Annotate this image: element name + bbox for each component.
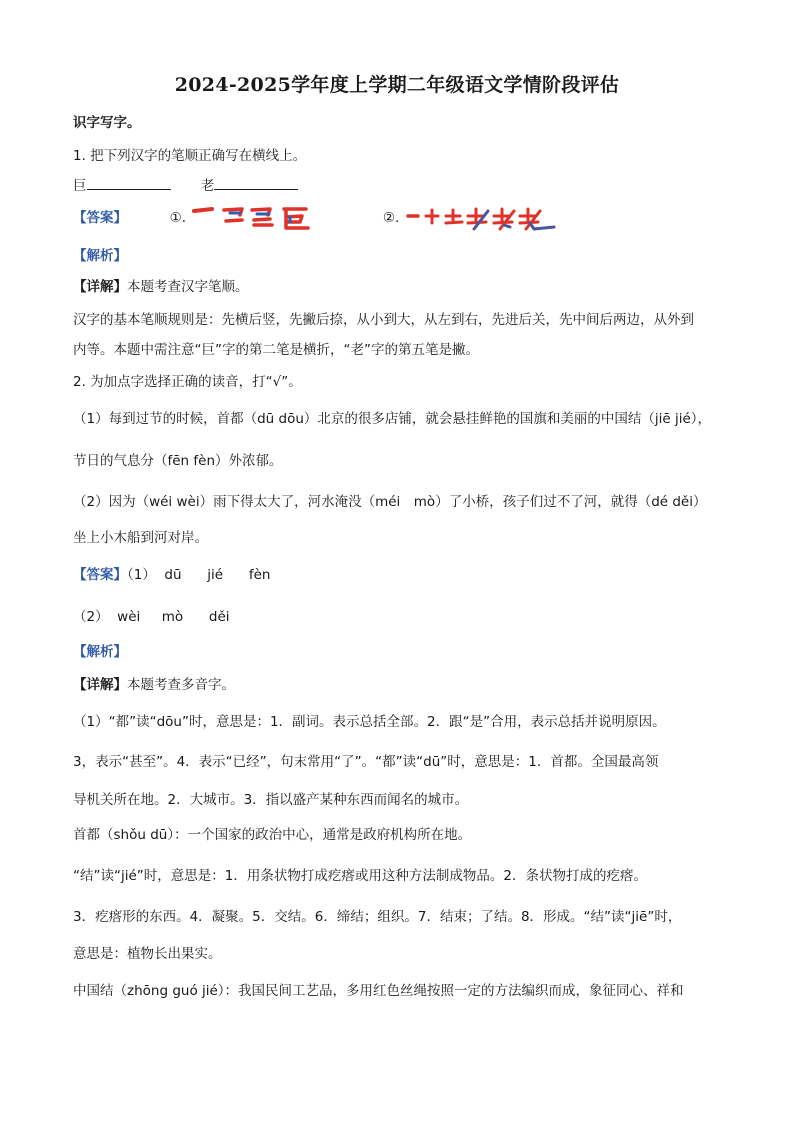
question-1-text: 1. 把下列汉字的笔顺正确写在横线上。: [73, 148, 307, 164]
q2-sentence-1a: （1）每到过节的时候，首都（dū dōu）北京的很多店铺，就会悬挂鲜艳的国旗和美丽的中国结（jiē jié），: [73, 411, 712, 427]
q2-detail: 【详解】本题考查多音字。: [73, 677, 235, 693]
stroke-order-lao-image: [404, 203, 564, 233]
answer-mark-1: ①.: [169, 210, 186, 226]
blank-lao: [214, 175, 298, 190]
q2-analysis-tag: 【解析】: [73, 644, 127, 660]
question-1-blanks: [73, 174, 298, 194]
q1-answer-row: [73, 203, 564, 233]
section-heading: 识字写字。: [73, 115, 141, 131]
blank-ju: [87, 175, 171, 190]
q2-explain-5: “结”读“jié”时，意思是：1．用条状物打成疙瘩或用这种方法制成物品。2．条状物打成的疙瘩。: [73, 868, 647, 884]
stroke-order-ju-image: [190, 203, 330, 233]
char-lao: 老: [200, 178, 215, 194]
answer-mark-2: ②.: [382, 210, 400, 226]
q2-sentence-2a: （2）因为（wéi wèi）雨下得太大了，河水淹没（méi mò）了小桥，孩子们过不了河，就得（dé děi）: [73, 494, 707, 510]
q2-answer-1: 【答案】（1） dū jié fèn: [73, 567, 271, 583]
q2-explain-1: （1）“都”读“dōu”时，意思是：1．副词。表示总括全部。2．跟“是”合用，表示总括并说明原因。: [73, 714, 666, 730]
char-ju: 巨: [73, 178, 87, 194]
q1-para-1: 汉字的基本笔顺规则是：先横后竖，先撇后捺，从小到大，从左到右，先进后关，先中间后两边，从外到: [73, 312, 694, 328]
q2-sentence-2b: 坐上小木船到河对岸。: [73, 530, 208, 546]
q2-explain-2: 3，表示“甚至”。4．表示“已经”，句末常用“了”。“都”读“dū”时，意思是：1．首都。全国最高领: [73, 754, 659, 770]
question-2-text: 2. 为加点字选择正确的读音，打“√”。: [73, 374, 302, 390]
q2-explain-6: 3．疙瘩形的东西。4．凝聚。5．交结。6．缔结；组织。7．结束；了结。8．形成。“结”读“jiē”时，: [73, 909, 682, 925]
q2-explain-8: 中国结（zhōng guó jié）：我国民间工艺品，多用红色丝绳按照一定的方法编织而成，象征同心、祥和: [73, 983, 684, 999]
q2-explain-3: 导机关所在地。2．大城市。3．指以盛产某种东西而闻名的城市。: [73, 792, 469, 808]
q2-explain-4: 首都（shǒu dū）：一个国家的政治中心，通常是政府机构所在地。: [73, 827, 472, 843]
answer-tag: 【答案】: [73, 210, 127, 226]
q2-explain-7: 意思是：植物长出果实。: [73, 946, 222, 962]
q2-answer-2: （2） wèi mò děi: [73, 609, 230, 625]
q1-detail: 【详解】本题考查汉字笔顺。: [73, 279, 249, 295]
q1-analysis-tag: 【解析】: [73, 248, 127, 264]
document-title: 2024-2025学年度上学期二年级语文学情阶段评估: [174, 74, 620, 96]
q1-para-2: 内等。本题中需注意“巨”字的第二笔是横折，“老”字的第五笔是撇。: [73, 342, 479, 358]
q2-sentence-1b: 节日的气息分（fēn fèn）外浓郁。: [73, 453, 283, 469]
